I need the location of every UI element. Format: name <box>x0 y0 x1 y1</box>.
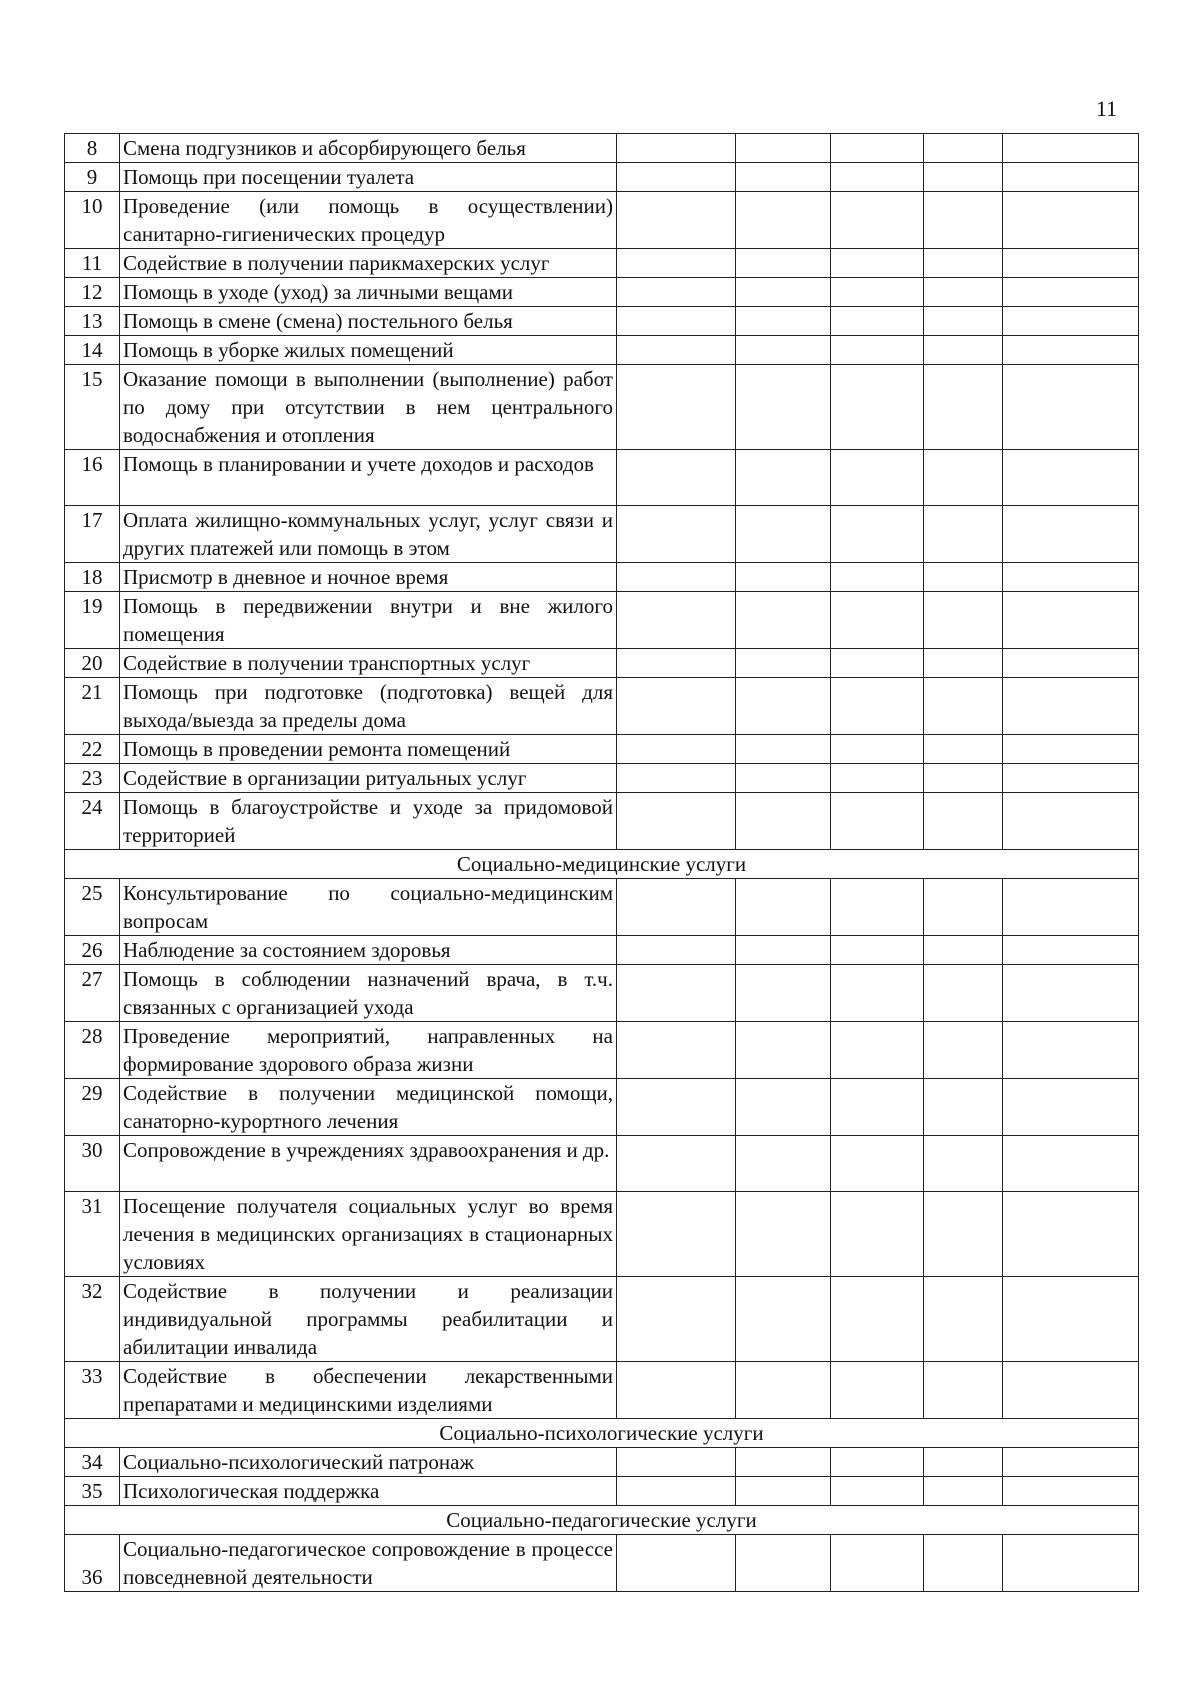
empty-cell <box>1003 793 1139 850</box>
service-name: Помощь в смене (смена) постельного белья <box>120 307 617 336</box>
empty-cell <box>1003 450 1139 506</box>
table-row <box>65 307 1139 336</box>
empty-cell <box>736 735 831 764</box>
empty-cell <box>617 307 736 336</box>
empty-cell <box>924 134 1003 163</box>
empty-cell <box>924 163 1003 192</box>
row-number: 31 <box>65 1192 120 1277</box>
empty-cell <box>617 563 736 592</box>
empty-cell <box>924 563 1003 592</box>
service-name: Помощь в соблюдении назначений врача, в т.ч. связанных с организацией ухода <box>120 965 617 1022</box>
empty-cell <box>924 735 1003 764</box>
table-row <box>65 336 1139 365</box>
empty-cell <box>831 965 924 1022</box>
empty-cell <box>617 735 736 764</box>
table-row <box>65 965 1139 1022</box>
section-title: Социально-медицинские услуги <box>65 850 1139 879</box>
empty-cell <box>736 1277 831 1362</box>
service-name: Оплата жилищно-коммунальных услуг, услуг связи и других платежей или помощь в этом <box>120 506 617 563</box>
empty-cell <box>924 649 1003 678</box>
empty-cell <box>617 1477 736 1506</box>
service-name: Сопровождение в учреждениях здравоохранения и др. <box>120 1136 617 1192</box>
empty-cell <box>736 506 831 563</box>
service-name: Социально-педагогическое сопровождение в процессе повседневной деятельности <box>120 1535 617 1592</box>
empty-cell <box>924 879 1003 936</box>
empty-cell <box>831 1477 924 1506</box>
service-name: Содействие в получении и реализации индивидуальной программы реабилитации и абилитации инвалида <box>120 1277 617 1362</box>
section-header-row <box>65 850 1139 879</box>
row-number: 36 <box>65 1535 120 1592</box>
empty-cell <box>831 793 924 850</box>
empty-cell <box>831 592 924 649</box>
empty-cell <box>736 1136 831 1192</box>
empty-cell <box>924 1079 1003 1136</box>
table-row <box>65 365 1139 450</box>
empty-cell <box>831 163 924 192</box>
table-row <box>65 1079 1139 1136</box>
empty-cell <box>831 1535 924 1592</box>
service-name: Проведение (или помощь в осуществлении) санитарно-гигиенических процедур <box>120 192 617 249</box>
empty-cell <box>831 879 924 936</box>
empty-cell <box>617 649 736 678</box>
empty-cell <box>924 307 1003 336</box>
empty-cell <box>924 1362 1003 1419</box>
empty-cell <box>736 764 831 793</box>
table-row <box>65 1022 1139 1079</box>
empty-cell <box>736 936 831 965</box>
empty-cell <box>831 1448 924 1477</box>
empty-cell <box>831 563 924 592</box>
empty-cell <box>736 450 831 506</box>
empty-cell <box>736 793 831 850</box>
empty-cell <box>617 879 736 936</box>
table-row <box>65 249 1139 278</box>
empty-cell <box>924 1535 1003 1592</box>
empty-cell <box>736 592 831 649</box>
empty-cell <box>736 678 831 735</box>
table-row <box>65 1362 1139 1419</box>
empty-cell <box>617 1362 736 1419</box>
table-row <box>65 1477 1139 1506</box>
empty-cell <box>736 1079 831 1136</box>
empty-cell <box>831 336 924 365</box>
section-title: Социально-психологические услуги <box>65 1419 1139 1448</box>
table-row <box>65 450 1139 506</box>
table-row <box>65 134 1139 163</box>
row-number: 23 <box>65 764 120 793</box>
row-number: 33 <box>65 1362 120 1419</box>
empty-cell <box>736 134 831 163</box>
empty-cell <box>831 678 924 735</box>
empty-cell <box>924 592 1003 649</box>
row-number: 11 <box>65 249 120 278</box>
empty-cell <box>1003 649 1139 678</box>
empty-cell <box>831 936 924 965</box>
empty-cell <box>736 1535 831 1592</box>
section-title: Социально-педагогические услуги <box>65 1506 1139 1535</box>
row-number: 8 <box>65 134 120 163</box>
row-number: 27 <box>65 965 120 1022</box>
service-name: Содействие в получении парикмахерских услуг <box>120 249 617 278</box>
row-number: 12 <box>65 278 120 307</box>
service-name: Помощь при посещении туалета <box>120 163 617 192</box>
service-name: Наблюдение за состоянием здоровья <box>120 936 617 965</box>
empty-cell <box>831 1079 924 1136</box>
service-name: Помощь в уборке жилых помещений <box>120 336 617 365</box>
service-name: Помощь при подготовке (подготовка) вещей для выхода/выезда за пределы дома <box>120 678 617 735</box>
empty-cell <box>1003 936 1139 965</box>
empty-cell <box>617 336 736 365</box>
empty-cell <box>1003 563 1139 592</box>
table-row <box>65 563 1139 592</box>
service-name: Содействие в обеспечении лекарственными препаратами и медицинскими изделиями <box>120 1362 617 1419</box>
empty-cell <box>924 450 1003 506</box>
empty-cell <box>1003 307 1139 336</box>
empty-cell <box>831 1192 924 1277</box>
empty-cell <box>1003 1277 1139 1362</box>
table-row <box>65 278 1139 307</box>
empty-cell <box>617 1535 736 1592</box>
empty-cell <box>831 506 924 563</box>
service-name: Помощь в передвижении внутри и вне жилого помещения <box>120 592 617 649</box>
empty-cell <box>924 1022 1003 1079</box>
empty-cell <box>736 365 831 450</box>
empty-cell <box>924 1192 1003 1277</box>
table-row <box>65 1136 1139 1192</box>
row-number: 10 <box>65 192 120 249</box>
empty-cell <box>1003 336 1139 365</box>
services-table <box>64 133 1139 1592</box>
empty-cell <box>1003 1079 1139 1136</box>
row-number: 14 <box>65 336 120 365</box>
table-row <box>65 1277 1139 1362</box>
empty-cell <box>831 1136 924 1192</box>
table-row <box>65 735 1139 764</box>
empty-cell <box>736 336 831 365</box>
empty-cell <box>924 278 1003 307</box>
empty-cell <box>1003 1535 1139 1592</box>
empty-cell <box>1003 278 1139 307</box>
service-name: Психологическая поддержка <box>120 1477 617 1506</box>
empty-cell <box>924 965 1003 1022</box>
service-name: Оказание помощи в выполнении (выполнение) работ по дому при отсутствии в нем центрального водоснабжения и отопления <box>120 365 617 450</box>
empty-cell <box>736 1362 831 1419</box>
row-number: 9 <box>65 163 120 192</box>
empty-cell <box>924 249 1003 278</box>
section-header-row <box>65 1419 1139 1448</box>
service-name: Смена подгузников и абсорбирующего белья <box>120 134 617 163</box>
empty-cell <box>831 134 924 163</box>
empty-cell <box>617 163 736 192</box>
row-number: 25 <box>65 879 120 936</box>
empty-cell <box>831 1022 924 1079</box>
empty-cell <box>617 1448 736 1477</box>
empty-cell <box>736 563 831 592</box>
empty-cell <box>736 879 831 936</box>
empty-cell <box>617 936 736 965</box>
empty-cell <box>736 965 831 1022</box>
table-row <box>65 1448 1139 1477</box>
empty-cell <box>617 506 736 563</box>
empty-cell <box>617 1192 736 1277</box>
section-header-row <box>65 1506 1139 1535</box>
table-row <box>65 1535 1139 1592</box>
row-number: 34 <box>65 1448 120 1477</box>
empty-cell <box>831 307 924 336</box>
table-row <box>65 793 1139 850</box>
empty-cell <box>617 592 736 649</box>
row-number: 19 <box>65 592 120 649</box>
empty-cell <box>617 249 736 278</box>
table-row <box>65 163 1139 192</box>
empty-cell <box>1003 506 1139 563</box>
empty-cell <box>831 649 924 678</box>
empty-cell <box>1003 1022 1139 1079</box>
empty-cell <box>831 278 924 307</box>
empty-cell <box>1003 1192 1139 1277</box>
empty-cell <box>736 249 831 278</box>
empty-cell <box>924 678 1003 735</box>
empty-cell <box>617 793 736 850</box>
row-number: 22 <box>65 735 120 764</box>
table-row <box>65 506 1139 563</box>
service-name: Содействие в получении транспортных услуг <box>120 649 617 678</box>
row-number: 17 <box>65 506 120 563</box>
service-name: Консультирование по социально-медицинским вопросам <box>120 879 617 936</box>
row-number: 20 <box>65 649 120 678</box>
empty-cell <box>617 1277 736 1362</box>
row-number: 26 <box>65 936 120 965</box>
empty-cell <box>736 192 831 249</box>
row-number: 18 <box>65 563 120 592</box>
empty-cell <box>1003 249 1139 278</box>
empty-cell <box>617 1079 736 1136</box>
empty-cell <box>831 1277 924 1362</box>
empty-cell <box>924 936 1003 965</box>
table-row <box>65 649 1139 678</box>
table-row <box>65 678 1139 735</box>
empty-cell <box>924 336 1003 365</box>
empty-cell <box>736 278 831 307</box>
empty-cell <box>1003 163 1139 192</box>
row-number: 29 <box>65 1079 120 1136</box>
empty-cell <box>1003 365 1139 450</box>
row-number: 13 <box>65 307 120 336</box>
empty-cell <box>1003 764 1139 793</box>
empty-cell <box>1003 1136 1139 1192</box>
empty-cell <box>924 793 1003 850</box>
empty-cell <box>924 1477 1003 1506</box>
empty-cell <box>1003 965 1139 1022</box>
table-row <box>65 1192 1139 1277</box>
page-number: 11 <box>1096 96 1118 121</box>
row-number: 16 <box>65 450 120 506</box>
table-row <box>65 936 1139 965</box>
table-row <box>65 764 1139 793</box>
service-name: Помощь в благоустройстве и уходе за придомовой территорией <box>120 793 617 850</box>
empty-cell <box>1003 678 1139 735</box>
empty-cell <box>831 365 924 450</box>
service-name: Социально-психологический патронаж <box>120 1448 617 1477</box>
empty-cell <box>736 1448 831 1477</box>
empty-cell <box>617 134 736 163</box>
empty-cell <box>736 163 831 192</box>
service-name: Содействие в организации ритуальных услуг <box>120 764 617 793</box>
empty-cell <box>924 365 1003 450</box>
empty-cell <box>617 450 736 506</box>
row-number: 35 <box>65 1477 120 1506</box>
empty-cell <box>617 192 736 249</box>
row-number: 24 <box>65 793 120 850</box>
empty-cell <box>1003 1477 1139 1506</box>
empty-cell <box>736 1477 831 1506</box>
service-name: Содействие в получении медицинской помощи, санаторно-курортного лечения <box>120 1079 617 1136</box>
empty-cell <box>831 735 924 764</box>
empty-cell <box>831 249 924 278</box>
empty-cell <box>924 1136 1003 1192</box>
empty-cell <box>924 1448 1003 1477</box>
table-row <box>65 192 1139 249</box>
table-row <box>65 592 1139 649</box>
empty-cell <box>617 965 736 1022</box>
row-number: 30 <box>65 1136 120 1192</box>
empty-cell <box>617 1022 736 1079</box>
empty-cell <box>617 278 736 307</box>
row-number: 28 <box>65 1022 120 1079</box>
table-row <box>65 879 1139 936</box>
empty-cell <box>1003 1362 1139 1419</box>
empty-cell <box>924 1277 1003 1362</box>
row-number: 21 <box>65 678 120 735</box>
row-number: 15 <box>65 365 120 450</box>
empty-cell <box>924 506 1003 563</box>
empty-cell <box>831 1362 924 1419</box>
empty-cell <box>1003 592 1139 649</box>
empty-cell <box>736 649 831 678</box>
service-name: Помощь в планировании и учете доходов и расходов <box>120 450 617 506</box>
empty-cell <box>617 365 736 450</box>
empty-cell <box>831 192 924 249</box>
empty-cell <box>831 450 924 506</box>
empty-cell <box>617 1136 736 1192</box>
empty-cell <box>617 764 736 793</box>
service-name: Присмотр в дневное и ночное время <box>120 563 617 592</box>
empty-cell <box>831 764 924 793</box>
empty-cell <box>736 1022 831 1079</box>
service-name: Посещение получателя социальных услуг во время лечения в медицинских организациях в стационарных условиях <box>120 1192 617 1277</box>
service-name: Проведение мероприятий, направленных на формирование здорового образа жизни <box>120 1022 617 1079</box>
empty-cell <box>1003 1448 1139 1477</box>
empty-cell <box>617 678 736 735</box>
empty-cell <box>1003 879 1139 936</box>
service-name: Помощь в уходе (уход) за личными вещами <box>120 278 617 307</box>
row-number: 32 <box>65 1277 120 1362</box>
empty-cell <box>736 1192 831 1277</box>
empty-cell <box>736 307 831 336</box>
service-name: Помощь в проведении ремонта помещений <box>120 735 617 764</box>
empty-cell <box>1003 134 1139 163</box>
empty-cell <box>1003 735 1139 764</box>
empty-cell <box>924 192 1003 249</box>
empty-cell <box>1003 192 1139 249</box>
empty-cell <box>924 764 1003 793</box>
